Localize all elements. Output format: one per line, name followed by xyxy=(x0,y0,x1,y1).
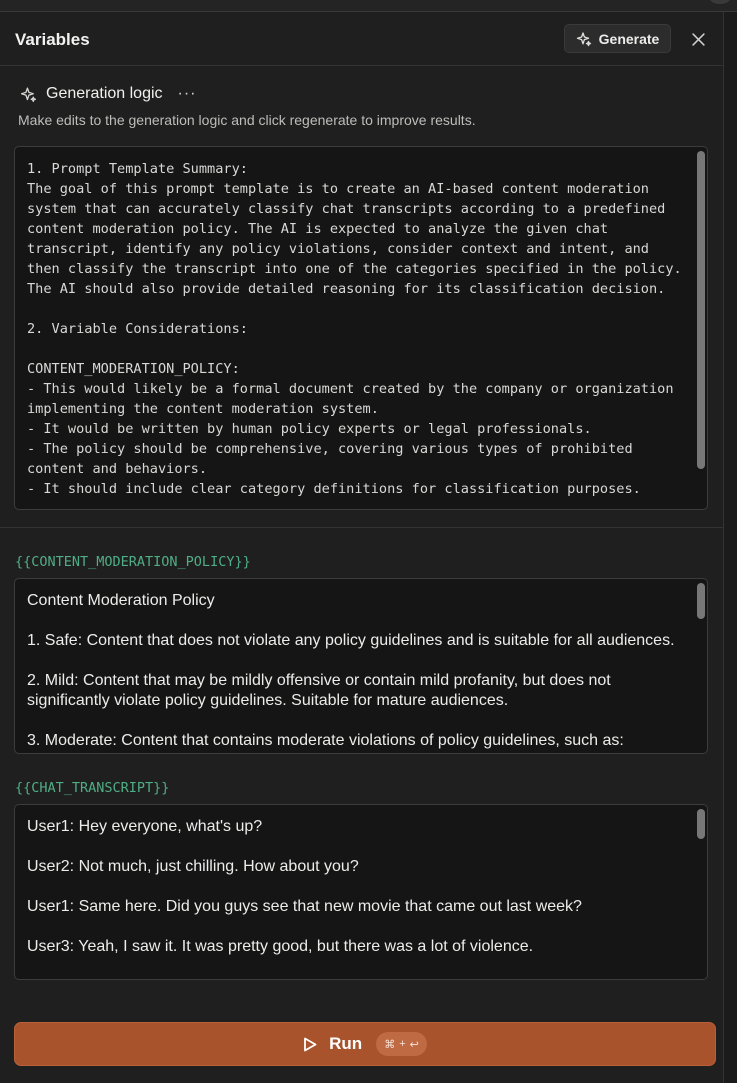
top-corner xyxy=(709,0,731,4)
generation-logic-title: Generation logic xyxy=(46,85,163,102)
more-options-button[interactable]: ··· xyxy=(177,85,197,102)
run-shortcut-badge xyxy=(376,1032,427,1056)
transcript-line: User1: Hey everyone, what's up? xyxy=(27,818,263,835)
policy-line: Content Moderation Policy xyxy=(27,592,215,609)
variable-label-transcript: {{CHAT_TRANSCRIPT}} xyxy=(15,780,170,796)
close-icon xyxy=(692,33,705,46)
logic-scrollbar[interactable] xyxy=(697,151,705,469)
enter-key: ↩ xyxy=(409,1038,419,1051)
page-scroll-track xyxy=(724,12,737,1083)
top-strip xyxy=(0,0,737,12)
run-label: Run xyxy=(329,1034,363,1053)
variable-label-policy: {{CONTENT_MODERATION_POLICY}} xyxy=(15,554,251,570)
generate-button[interactable] xyxy=(564,24,671,53)
close-button[interactable] xyxy=(686,27,710,51)
generate-label: Generate xyxy=(598,30,660,47)
sparkle-icon xyxy=(20,86,37,103)
section-divider xyxy=(0,527,724,528)
policy-text[interactable] xyxy=(15,579,707,751)
policy-line: 3. Moderate: Content that contains moderate violations of policy guidelines, such as: xyxy=(27,732,624,749)
plus-sign: + xyxy=(399,1038,406,1050)
sparkle-icon xyxy=(576,31,592,47)
generation-logic-text[interactable]: 1. Prompt Template Summary: The goal of this prompt template is to create an AI-based content moderation system that can accurately classify chat transcripts according to a predefined content moderation policy. The AI is expected to analyze the given chat transcript, identify any policy violations, consider context and intent, and then classify the transcript into one of the categories specified in the policy. The AI should also provide detailed reasoning for its classification decision. 2. Variable Considerations: CONTENT_MODERATION_POLICY: - This would likely be a formal document created by the company or organization implementing the content moderation system. - It would be written by human policy experts or legal professionals. - The policy should be comprehensive, covering various types of prohibited content and behaviors. - It should include clear category definitions for classification purposes. xyxy=(27,161,682,497)
policy-input[interactable] xyxy=(14,578,708,754)
policy-line: 2. Mild: Content that may be mildly offensive or contain mild profanity, but does not significantly violate policy guidelines. Suitable for mature audiences. xyxy=(27,672,611,709)
command-key: ⌘ xyxy=(384,1038,396,1051)
generation-logic-header xyxy=(20,82,197,106)
transcript-line: User2: Not much, just chilling. How about you? xyxy=(27,858,359,875)
play-icon xyxy=(303,1037,317,1052)
transcript-scrollbar[interactable] xyxy=(697,809,705,839)
policy-line: 1. Safe: Content that does not violate any policy guidelines and is suitable for all audiences. xyxy=(27,632,675,649)
transcript-input[interactable] xyxy=(14,804,708,980)
transcript-text[interactable] xyxy=(15,805,707,957)
panel-header xyxy=(0,12,724,66)
policy-scrollbar[interactable] xyxy=(697,583,705,619)
generation-logic-editor[interactable] xyxy=(14,146,708,510)
transcript-line: User1: Same here. Did you guys see that new movie that came out last week? xyxy=(27,898,582,915)
run-button[interactable] xyxy=(14,1022,716,1066)
transcript-line: User3: Yeah, I saw it. It was pretty good, but there was a lot of violence. xyxy=(27,938,534,955)
panel-title: Variables xyxy=(15,30,90,49)
variables-panel xyxy=(0,12,724,1083)
generation-logic-description: Make edits to the generation logic and click regenerate to improve results. xyxy=(18,112,476,128)
